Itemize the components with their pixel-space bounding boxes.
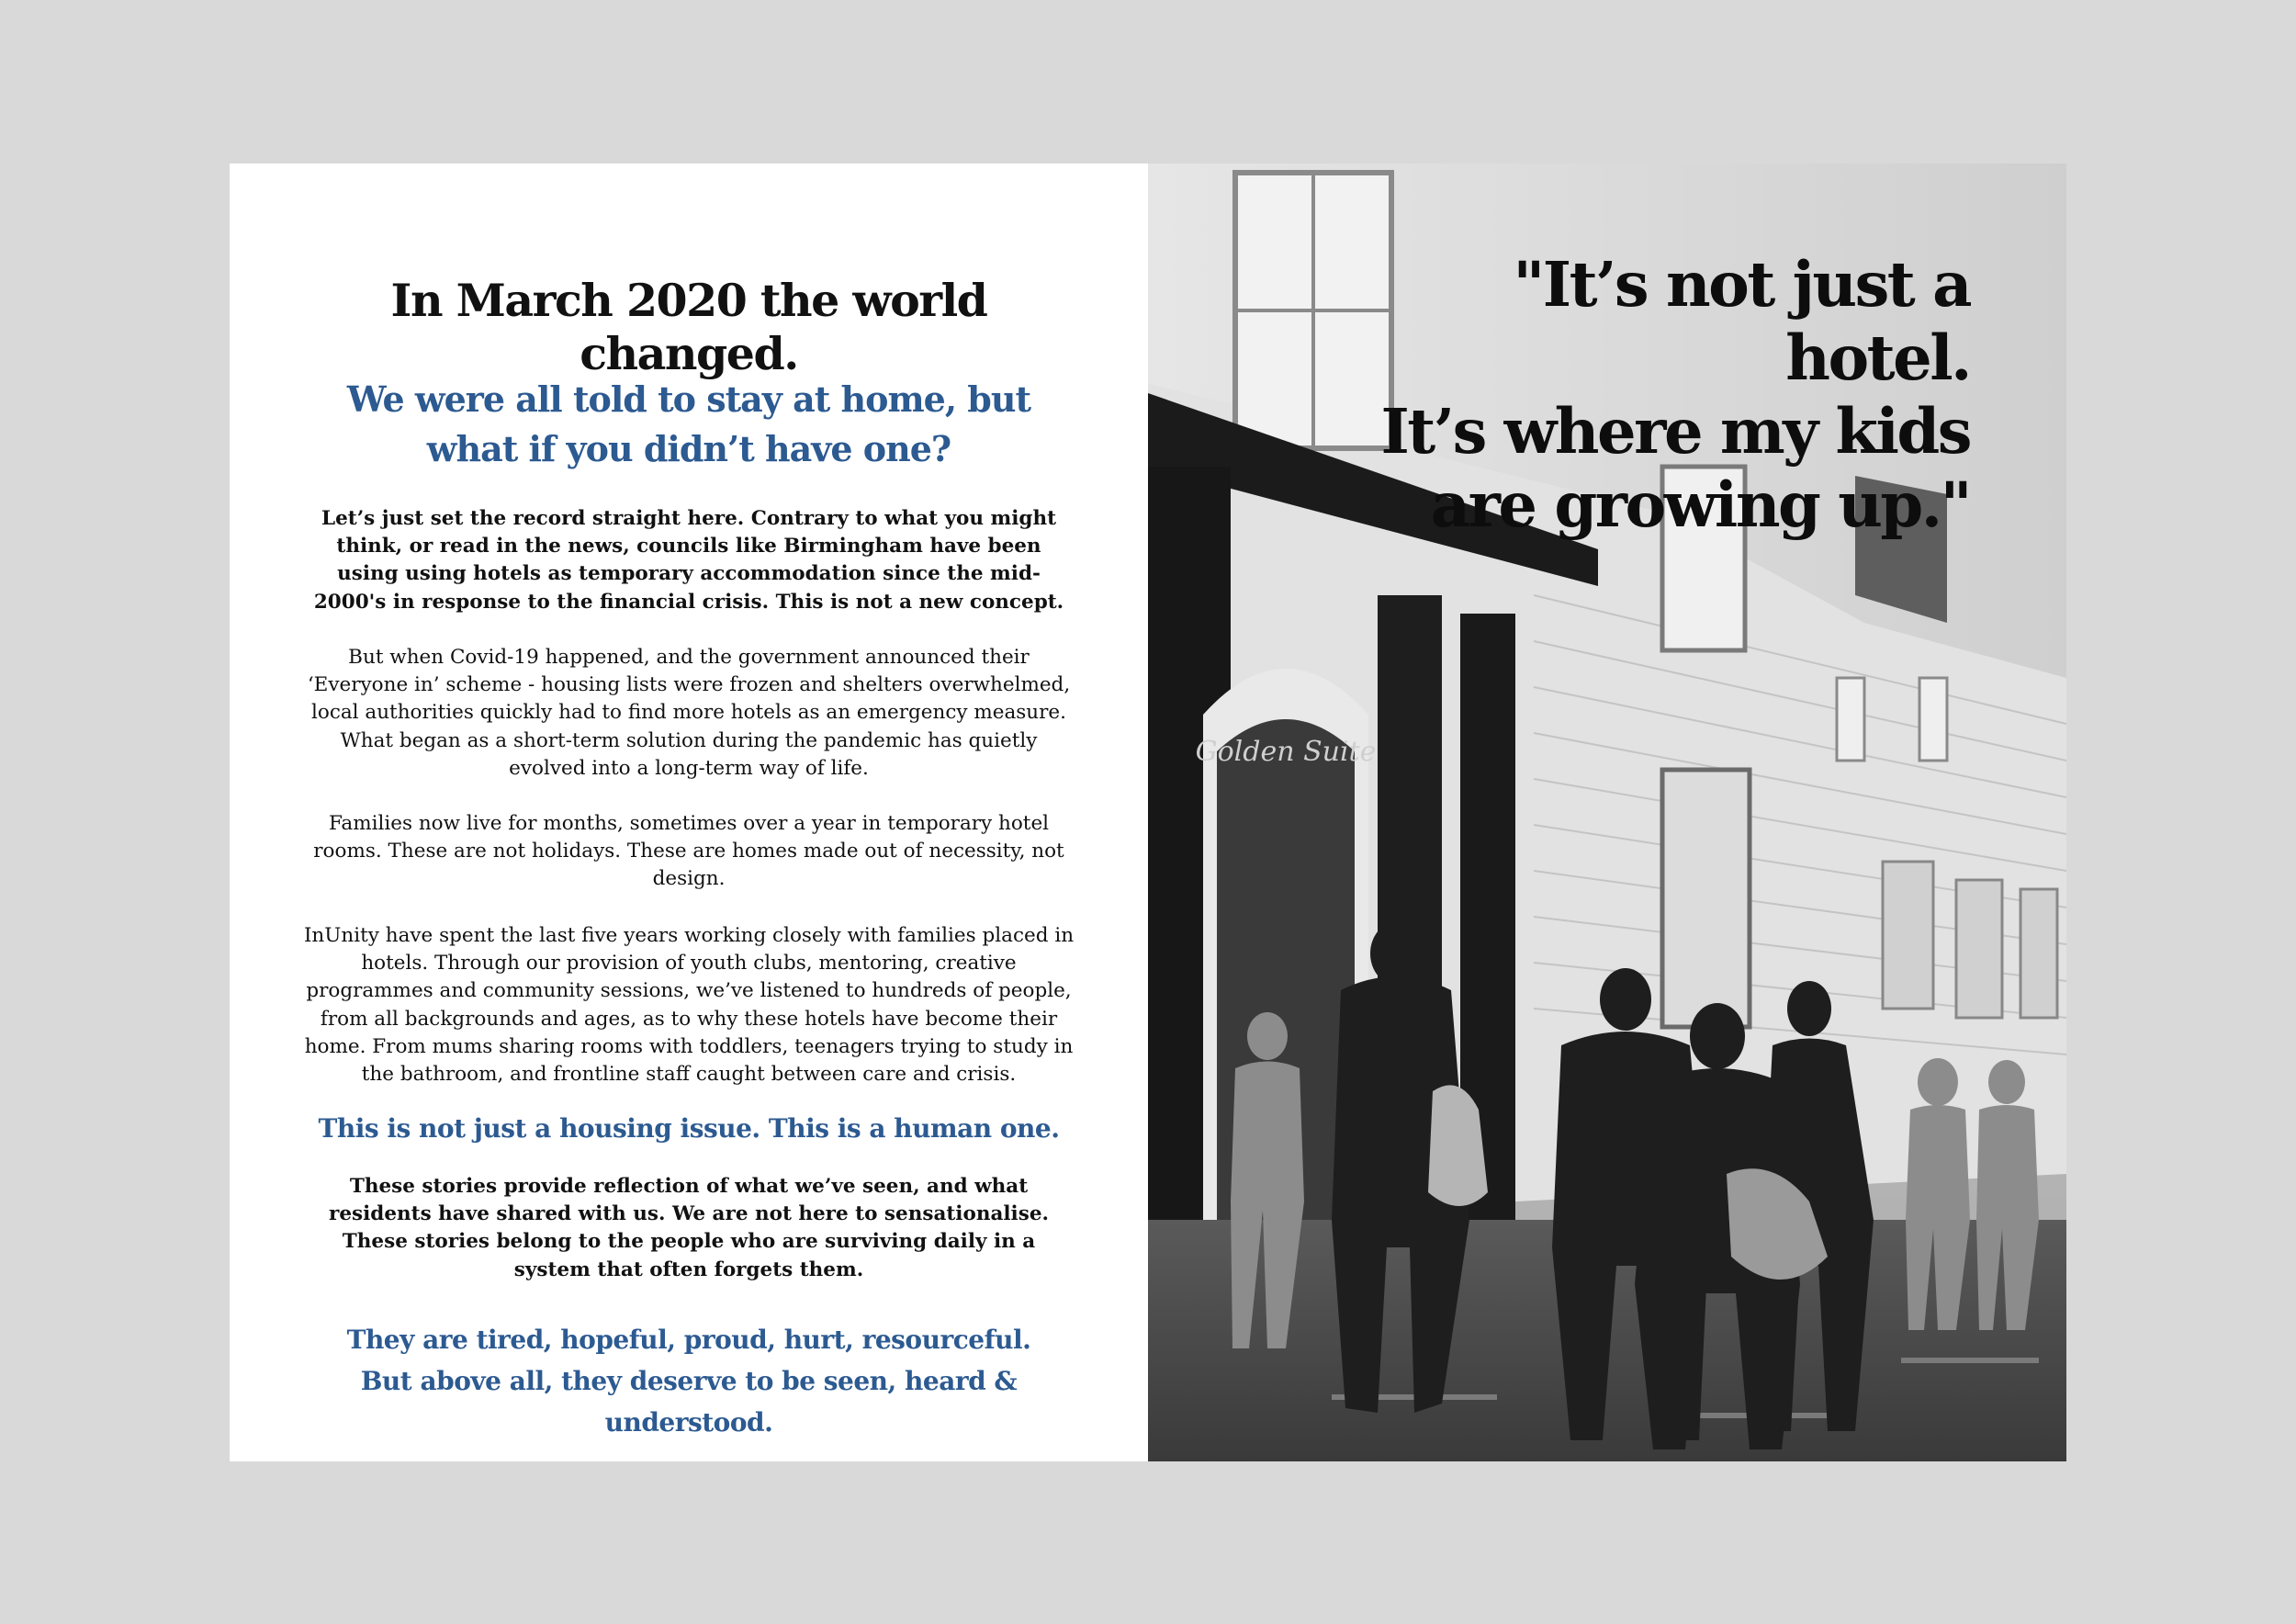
closing-line-1: They are tired, hopeful, proud, hurt, resourceful. — [346, 1325, 1031, 1355]
right-page-photo — [1148, 164, 2066, 1461]
left-page — [230, 164, 1148, 1461]
stories-paragraph: These stories provide reflection of what we’ve seen, and what residents have shared with us. We are not here to sensationalise. These stories belong to the people who are surviving daily in a system that often forgets them. — [329, 1175, 1049, 1281]
covid-paragraph: But when Covid-19 happened, and the government announced their ‘Everyone in’ scheme - housing lists were frozen and shelters overwhelmed, local authorities quickly had to find more hotels as an emergency measure. What began as a short-term solution during the pandemic has quietly evolved into a long-term way of life. — [307, 646, 1071, 780]
inunity-paragraph: InUnity have spent the last five years working closely with families placed in hotels. Through our provision of youth clubs, mentoring, creative programmes and community sessions, we’ve listened to hundreds of people, from all backgrounds and ages, as to why these hotels have become their home. From mums sharing rooms with toddlers, teenagers trying to study in the bathroom, and frontline staff caught between care and crisis. — [303, 924, 1075, 1087]
booklet-spread — [230, 164, 2066, 1461]
closing-statement — [285, 1319, 1093, 1443]
quote-line-1: "It’s not just a hotel. — [1513, 248, 1970, 394]
callout-line: This is not just a housing issue. This is a human one. — [318, 1113, 1060, 1144]
intro-paragraph: Let’s just set the record straight here. Contrary to what you might think, or read in the news, councils like Birmingham have been using using hotels as temporary accommodation since the mid-2000's in response to the financial crisis. This is not a new concept. — [313, 507, 1064, 614]
quote-line-3: are growing up." — [1430, 468, 1970, 541]
families-paragraph: Families now live for months, sometimes over a year in temporary hotel rooms. These are not holidays. These are homes made out of necessity, not design. — [313, 812, 1064, 891]
golden-suite-sign: Golden Suite — [1195, 736, 1377, 768]
quote-line-2: It’s where my kids — [1380, 395, 1970, 468]
page-headline: In March 2020 the world changed. — [390, 274, 987, 380]
page-subhead: We were all told to stay at home, but what if you didn’t have one? — [346, 378, 1031, 469]
closing-line-2: But above all, they deserve to be seen, heard & understood. — [360, 1366, 1018, 1438]
pull-quote — [1327, 248, 1970, 542]
